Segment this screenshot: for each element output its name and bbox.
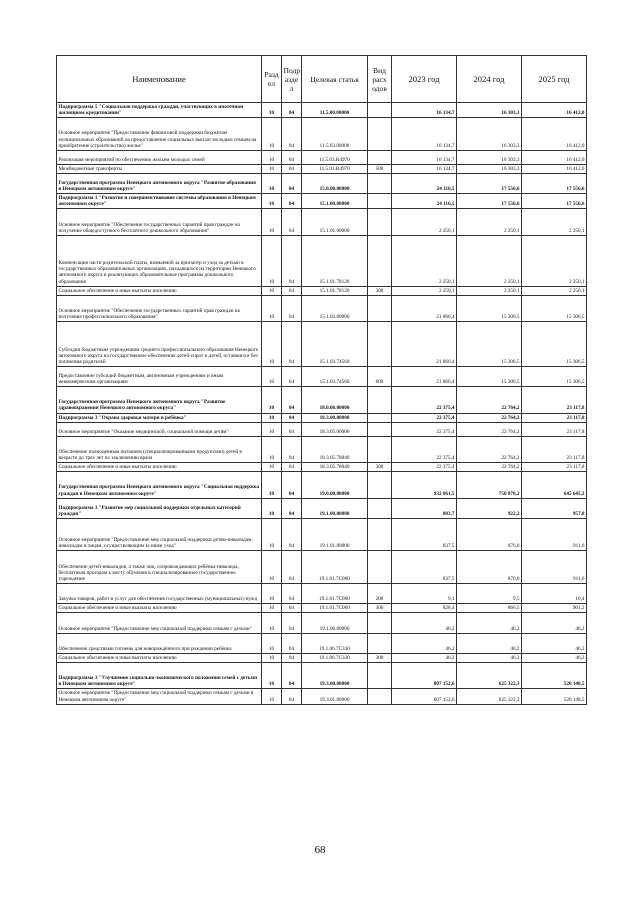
row-name-cell: Социальное обеспечение и иные выплаты населению (57, 286, 262, 295)
row-vid-cell (368, 118, 392, 151)
row-2023-cell: 2 250,1 (392, 286, 457, 295)
row-statya-cell: 19.1.06.7C330 (302, 653, 368, 662)
row-name-cell: Подпрограмма 5 "Социальная поддержка граждан, участвующих в ипотечном жилищном кредитовании" (57, 103, 262, 118)
row-name-cell: Основное мероприятие "Предоставление мер социальной поддержки детям-инвалидам, инвалидам и лицам, осуществляющим за ними уход" (57, 518, 262, 551)
row-name-cell: Государственная программа Ненецкого автономного округа "Развитие здравоохранения Ненецкого автономного округа" (57, 387, 262, 413)
row-name-cell: Обеспечение средствами гигиены для новорождённого при рождении ребёнка (57, 633, 262, 653)
row-2024-cell: 22 764,2 (457, 413, 522, 422)
row-razdel-cell: 10 (262, 613, 282, 633)
table-row (57, 633, 587, 653)
row-statya-cell: 19.1.00.00000 (302, 498, 368, 518)
row-2024-cell: 16 303,3 (457, 150, 522, 164)
row-razdel-cell: 10 (262, 436, 282, 462)
row-2023-cell: 46,2 (392, 613, 457, 633)
row-razdel-cell: 10 (262, 653, 282, 662)
table-row (57, 286, 587, 295)
row-name-cell: Подпрограмма 3 "Охрана здоровья матери и ребёнка" (57, 413, 262, 422)
row-name-cell: Реализация мероприятий по обеспечению жильем молодых семей (57, 150, 262, 164)
table-row (57, 413, 587, 422)
col-header-podrazdel: Подр азде л (282, 56, 302, 103)
row-statya-cell: 19.3.01.00000 (302, 689, 368, 704)
row-podrazdel-cell: 04 (282, 633, 302, 653)
row-2024-cell: 750 870,2 (457, 472, 522, 498)
row-name-cell: Государственная программа Ненецкого автономного округа "Социальная поддержка граждан в Ненецком автономном округе" (57, 472, 262, 498)
row-razdel-cell: 10 (262, 387, 282, 413)
row-razdel-cell: 10 (262, 295, 282, 321)
row-2025-cell: 15 306,5 (522, 366, 587, 386)
row-vid-cell: 600 (368, 366, 392, 386)
row-vid-cell (368, 472, 392, 498)
row-2025-cell: 16 412,0 (522, 164, 587, 173)
row-2025-cell: 2 250,1 (522, 209, 587, 235)
row-2024-cell: 9,5 (457, 583, 522, 603)
row-2023-cell: 22 375,4 (392, 463, 457, 472)
row-name-cell: Социальное обеспечение и иные выплаты населению (57, 653, 262, 662)
row-statya-cell: 15.0.00.00000 (302, 173, 368, 193)
row-razdel-cell: 10 (262, 663, 282, 689)
row-podrazdel-cell: 04 (282, 463, 302, 472)
row-2024-cell: 866,5 (457, 604, 522, 613)
row-2023-cell: 21 866,4 (392, 322, 457, 367)
row-vid-cell: 300 (368, 463, 392, 472)
row-2025-cell: 911,6 (522, 551, 587, 584)
row-2024-cell: 17 556,6 (457, 194, 522, 209)
row-2025-cell: 23 117,8 (522, 422, 587, 436)
row-vid-cell (368, 551, 392, 584)
row-2023-cell: 22 375,4 (392, 436, 457, 462)
col-header-2024: 2024 год (457, 56, 522, 103)
row-2025-cell: 23 117,8 (522, 463, 587, 472)
row-vid-cell (368, 498, 392, 518)
row-statya-cell: 19.1.01.7C060 (302, 583, 368, 603)
row-2025-cell: 10,4 (522, 583, 587, 603)
row-razdel-cell: 10 (262, 173, 282, 193)
row-statya-cell: 11.5.03.00000 (302, 118, 368, 151)
row-2025-cell: 17 556,6 (522, 194, 587, 209)
row-vid-cell: 300 (368, 286, 392, 295)
row-2024-cell: 2 250,1 (457, 235, 522, 286)
row-name-cell: Основное мероприятие "Оказание медицинской, социальной помощи детям" (57, 422, 262, 436)
col-header-vid: Вид расх одов (368, 56, 392, 103)
row-vid-cell (368, 689, 392, 704)
table-row (57, 150, 587, 164)
row-vid-cell (368, 173, 392, 193)
row-2023-cell: 22 375,4 (392, 387, 457, 413)
table-row (57, 194, 587, 209)
row-razdel-cell: 10 (262, 322, 282, 367)
row-razdel-cell: 10 (262, 164, 282, 173)
row-podrazdel-cell: 04 (282, 436, 302, 462)
row-vid-cell: 200 (368, 583, 392, 603)
table-row (57, 173, 587, 193)
row-2023-cell: 46,2 (392, 653, 457, 662)
row-vid-cell (368, 194, 392, 209)
row-statya-cell: 15.1.03.74560 (302, 322, 368, 367)
row-podrazdel-cell: 04 (282, 164, 302, 173)
row-2023-cell: 932 861,5 (392, 472, 457, 498)
table-row (57, 551, 587, 584)
row-2023-cell: 9,1 (392, 583, 457, 603)
row-podrazdel-cell: 04 (282, 583, 302, 603)
row-razdel-cell: 10 (262, 604, 282, 613)
row-vid-cell (368, 209, 392, 235)
row-razdel-cell: 10 (262, 422, 282, 436)
row-2025-cell: 23 117,8 (522, 436, 587, 462)
row-2023-cell: 21 866,4 (392, 295, 457, 321)
table-row (57, 295, 587, 321)
row-name-cell: Основное мероприятие "Предоставление финансовой поддержки бюджетам муниципальных образований на предоставление социальных выплат молодым семьям на приобретение (строительство) жилья" (57, 118, 262, 151)
row-statya-cell: 19.1.06.7C330 (302, 633, 368, 653)
row-podrazdel-cell: 04 (282, 150, 302, 164)
table-row (57, 463, 587, 472)
row-podrazdel-cell: 04 (282, 103, 302, 118)
row-2024-cell: 22 764,2 (457, 422, 522, 436)
row-razdel-cell: 10 (262, 235, 282, 286)
row-2023-cell: 21 866,4 (392, 366, 457, 386)
row-name-cell: Основное мероприятие "Предоставление мер социальной поддержки семьям с детьми" (57, 613, 262, 633)
row-name-cell: Социальное обеспечение и иные выплаты населению (57, 463, 262, 472)
table-header-row (57, 56, 587, 103)
row-razdel-cell: 10 (262, 583, 282, 603)
row-2025-cell: 15 306,5 (522, 295, 587, 321)
row-razdel-cell: 10 (262, 633, 282, 653)
row-statya-cell: 15.1.00.00000 (302, 194, 368, 209)
row-podrazdel-cell: 04 (282, 663, 302, 689)
row-2025-cell: 15 306,5 (522, 322, 587, 367)
row-podrazdel-cell: 04 (282, 613, 302, 633)
row-vid-cell (368, 613, 392, 633)
row-2025-cell: 46,2 (522, 633, 587, 653)
row-2023-cell: 16 134,7 (392, 118, 457, 151)
row-vid-cell: 300 (368, 653, 392, 662)
row-statya-cell: 15.1.01.78120 (302, 286, 368, 295)
table-row (57, 103, 587, 118)
row-vid-cell (368, 663, 392, 689)
row-razdel-cell: 10 (262, 551, 282, 584)
row-podrazdel-cell: 04 (282, 413, 302, 422)
row-razdel-cell: 10 (262, 366, 282, 386)
col-header-2025: 2025 год (522, 56, 587, 103)
row-2023-cell: 16 134,7 (392, 150, 457, 164)
row-2025-cell: 520 148,5 (522, 689, 587, 704)
row-razdel-cell: 10 (262, 103, 282, 118)
row-statya-cell: 18.3.00.00000 (302, 413, 368, 422)
table-row (57, 518, 587, 551)
row-2025-cell: 17 556,6 (522, 173, 587, 193)
row-vid-cell (368, 518, 392, 551)
row-statya-cell: 15.1.01.00000 (302, 209, 368, 235)
row-2025-cell: 16 412,0 (522, 118, 587, 151)
row-2024-cell: 16 303,3 (457, 118, 522, 151)
row-name-cell: Предоставление субсидий бюджетным, автономным учреждениям и иным некоммерческим организациям (57, 366, 262, 386)
row-2023-cell: 883,7 (392, 498, 457, 518)
row-2023-cell: 16 134,7 (392, 164, 457, 173)
row-statya-cell: 18.3.05.78040 (302, 463, 368, 472)
table-body (57, 103, 587, 705)
row-statya-cell: 15.1.03.00000 (302, 295, 368, 321)
row-name-cell: Закупка товаров, работ и услуг для обеспечения государственных (муниципальных) нужд (57, 583, 262, 603)
row-2025-cell: 911,6 (522, 518, 587, 551)
row-2024-cell: 922,2 (457, 498, 522, 518)
row-statya-cell: 19.3.00.00000 (302, 663, 368, 689)
row-2024-cell: 15 306,5 (457, 322, 522, 367)
row-2025-cell: 520 148,5 (522, 663, 587, 689)
row-vid-cell (368, 235, 392, 286)
row-razdel-cell: 10 (262, 472, 282, 498)
row-name-cell: Подпрограмма 1 "Развитие и совершенствование системы образования в Ненецком автономном округе" (57, 194, 262, 209)
row-2023-cell: 22 375,4 (392, 413, 457, 422)
table-row (57, 322, 587, 367)
budget-table (56, 55, 587, 705)
row-vid-cell (368, 150, 392, 164)
row-2024-cell: 46,2 (457, 613, 522, 633)
row-2024-cell: 46,2 (457, 633, 522, 653)
row-name-cell: Обеспечение детей-инвалидов, а также лиц, сопровождающих ребёнка-инвалида, бесплатным проездом к месту обучения в специализированное государственное учреждение (57, 551, 262, 584)
row-podrazdel-cell: 04 (282, 209, 302, 235)
table-row (57, 366, 587, 386)
row-2025-cell: 46,2 (522, 613, 587, 633)
row-2025-cell: 23 117,8 (522, 413, 587, 422)
table-row (57, 613, 587, 633)
row-2025-cell: 957,8 (522, 498, 587, 518)
table-row (57, 583, 587, 603)
row-2024-cell: 2 250,1 (457, 286, 522, 295)
row-vid-cell (368, 295, 392, 321)
row-statya-cell: 18.3.05.00000 (302, 422, 368, 436)
row-2024-cell: 625 322,3 (457, 689, 522, 704)
row-2024-cell: 17 556,6 (457, 173, 522, 193)
row-2023-cell: 24 116,5 (392, 194, 457, 209)
row-podrazdel-cell: 04 (282, 689, 302, 704)
col-header-razdel: Разд ел (262, 56, 282, 103)
row-2024-cell: 22 764,2 (457, 463, 522, 472)
table-row (57, 436, 587, 462)
row-2025-cell: 16 412,0 (522, 103, 587, 118)
row-2023-cell: 837,5 (392, 551, 457, 584)
row-name-cell: Государственная программа Ненецкого автономного округа "Развитие образования в Ненецком автономном округе" (57, 173, 262, 193)
row-podrazdel-cell: 04 (282, 653, 302, 662)
row-2025-cell: 2 250,1 (522, 286, 587, 295)
row-name-cell: Основное мероприятие "Обеспечение государственных гарантий прав граждан на получение профессионального образования" (57, 295, 262, 321)
row-statya-cell: 19.0.00.00000 (302, 472, 368, 498)
row-razdel-cell: 10 (262, 150, 282, 164)
table-row (57, 689, 587, 704)
row-name-cell: Социальное обеспечение и иные выплаты населению (57, 604, 262, 613)
row-2023-cell: 2 250,1 (392, 209, 457, 235)
table-row (57, 235, 587, 286)
row-podrazdel-cell: 04 (282, 118, 302, 151)
row-2024-cell: 625 322,3 (457, 663, 522, 689)
row-2025-cell: 16 412,0 (522, 150, 587, 164)
table-row (57, 164, 587, 173)
col-header-2023: 2023 год (392, 56, 457, 103)
row-2024-cell: 15 306,5 (457, 366, 522, 386)
row-2023-cell: 837,5 (392, 518, 457, 551)
row-name-cell: Компенсация части родительской платы, взимаемой за присмотр и уход за детьми в государственных образовательных организациях, находящихся на территории Ненецкого автономного округа и реализующих образовательные программы дошкольного образования (57, 235, 262, 286)
row-podrazdel-cell: 04 (282, 604, 302, 613)
row-podrazdel-cell: 04 (282, 422, 302, 436)
row-2023-cell: 2 250,1 (392, 235, 457, 286)
row-vid-cell (368, 413, 392, 422)
budget-table-sheet (56, 55, 586, 705)
col-header-name: Наименование (57, 56, 262, 103)
row-podrazdel-cell: 04 (282, 472, 302, 498)
row-razdel-cell: 10 (262, 518, 282, 551)
row-2025-cell: 23 117,8 (522, 387, 587, 413)
row-2023-cell: 46,2 (392, 633, 457, 653)
row-statya-cell: 11.5.00.00000 (302, 103, 368, 118)
row-razdel-cell: 10 (262, 689, 282, 704)
row-razdel-cell: 10 (262, 498, 282, 518)
table-row (57, 209, 587, 235)
row-name-cell: Основное мероприятие "Предоставление мер социальной поддержки семьям с детьми в Ненецком автономном округе" (57, 689, 262, 704)
row-2024-cell: 16 303,3 (457, 164, 522, 173)
row-name-cell: Подпрограмма 3 "Улучшение социально-экономического положения семей с детьми в Ненецком автономном округе" (57, 663, 262, 689)
table-row (57, 653, 587, 662)
row-statya-cell: 11.5.03.R4970 (302, 164, 368, 173)
row-name-cell: Межбюджетные трансферты (57, 164, 262, 173)
row-statya-cell: 18.3.05.78040 (302, 436, 368, 462)
table-row (57, 663, 587, 689)
row-vid-cell: 500 (368, 164, 392, 173)
table-row (57, 387, 587, 413)
row-razdel-cell: 10 (262, 413, 282, 422)
row-2025-cell: 901,2 (522, 604, 587, 613)
row-2024-cell: 2 250,1 (457, 209, 522, 235)
table-row (57, 118, 587, 151)
table-row (57, 472, 587, 498)
row-razdel-cell: 10 (262, 194, 282, 209)
row-statya-cell: 11.5.03.R4970 (302, 150, 368, 164)
row-podrazdel-cell: 04 (282, 286, 302, 295)
row-name-cell: Основное мероприятие "Обеспечение государственных гарантий прав граждан на получение общедоступного бесплатного дошкольного образования" (57, 209, 262, 235)
row-podrazdel-cell: 04 (282, 366, 302, 386)
row-razdel-cell: 10 (262, 463, 282, 472)
row-2024-cell: 22 764,2 (457, 387, 522, 413)
row-razdel-cell: 10 (262, 286, 282, 295)
row-statya-cell: 19.1.01.7C060 (302, 551, 368, 584)
row-statya-cell: 19.1.01.00000 (302, 518, 368, 551)
row-statya-cell: 19.1.01.7C060 (302, 604, 368, 613)
row-podrazdel-cell: 04 (282, 173, 302, 193)
row-vid-cell (368, 633, 392, 653)
row-2023-cell: 24 116,5 (392, 173, 457, 193)
table-row (57, 498, 587, 518)
row-statya-cell: 15.1.01.78120 (302, 235, 368, 286)
row-statya-cell: 19.1.06.00000 (302, 613, 368, 633)
row-2024-cell: 22 764,2 (457, 436, 522, 462)
table-row (57, 422, 587, 436)
row-2023-cell: 828,4 (392, 604, 457, 613)
row-vid-cell (368, 103, 392, 118)
row-vid-cell: 300 (368, 604, 392, 613)
row-statya-cell: 15.1.03.74560 (302, 366, 368, 386)
row-2023-cell: 22 375,4 (392, 422, 457, 436)
row-2025-cell: 2 250,1 (522, 235, 587, 286)
row-name-cell: Субсидии бюджетным учреждениям среднего профессионального образования Ненецкого автономного округа на государственное обеспечение детей-сирот и детей, оставшихся без попечения родителей (57, 322, 262, 367)
row-2025-cell: 645 645,2 (522, 472, 587, 498)
row-2023-cell: 16 134,7 (392, 103, 457, 118)
row-name-cell: Подпрограмма 1 "Развитие мер социальной поддержки отдельных категорий граждан" (57, 498, 262, 518)
row-statya-cell: 18.0.00.00000 (302, 387, 368, 413)
row-2024-cell: 46,2 (457, 653, 522, 662)
row-2024-cell: 15 306,5 (457, 295, 522, 321)
page-number: 68 (314, 844, 326, 856)
row-podrazdel-cell: 04 (282, 551, 302, 584)
table-row (57, 604, 587, 613)
row-podrazdel-cell: 04 (282, 322, 302, 367)
row-2025-cell: 46,2 (522, 653, 587, 662)
row-vid-cell (368, 387, 392, 413)
row-razdel-cell: 10 (262, 209, 282, 235)
row-2024-cell: 876,0 (457, 551, 522, 584)
row-podrazdel-cell: 04 (282, 194, 302, 209)
row-2024-cell: 16 303,3 (457, 103, 522, 118)
row-podrazdel-cell: 04 (282, 235, 302, 286)
row-podrazdel-cell: 04 (282, 518, 302, 551)
row-name-cell: Обеспечение полноценным питанием (специализированными продуктами) детей в возрасте до трех лет по заключению врача (57, 436, 262, 462)
row-vid-cell (368, 436, 392, 462)
row-2023-cell: 807 152,6 (392, 663, 457, 689)
row-vid-cell (368, 422, 392, 436)
row-podrazdel-cell: 04 (282, 295, 302, 321)
row-podrazdel-cell: 04 (282, 387, 302, 413)
row-2023-cell: 807 152,6 (392, 689, 457, 704)
row-podrazdel-cell: 04 (282, 498, 302, 518)
row-razdel-cell: 10 (262, 118, 282, 151)
col-header-statya: Целевая статья (302, 56, 368, 103)
row-vid-cell (368, 322, 392, 367)
row-2024-cell: 876,0 (457, 518, 522, 551)
